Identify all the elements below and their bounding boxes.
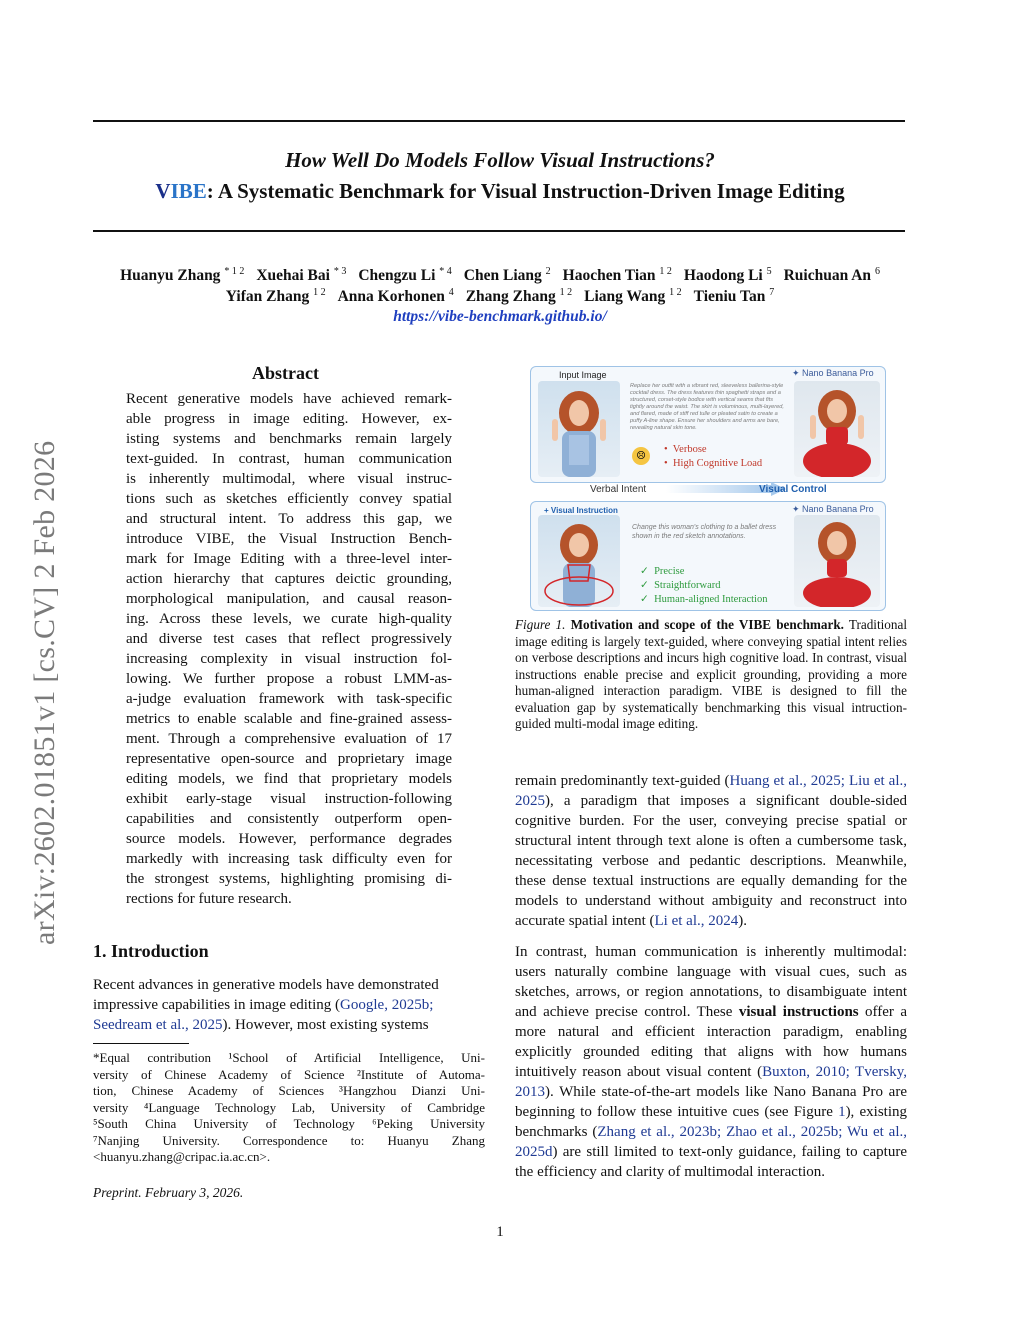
author-name: Chengzu Li [358, 267, 436, 285]
intro-heading: 1. Introduction [93, 941, 209, 961]
cite-buxton-tversky[interactable]: Buxton, 2010; Tversky, 2013 [515, 1064, 907, 1100]
abstract-line: Recent generative models have achieved remark- [126, 391, 452, 407]
verbose-prompt: Replace her outfit with a vibrant red, sleeveless ballerina-style cocktail dress. The dress features thin spaghetti straps and a structured, corset-style bodice with vertical seams that fits tightly around the waist. The skirt is voluminous, multi-layered, and flared, made of stiff red tulle or pleated satin to create a puffy A-line shape. Ensure her shoulders and arms are bare, revealing natural skin tone. [630, 383, 784, 431]
abstract-line: tions such as sketches efficiently convey spatial [126, 491, 452, 507]
output-photo-bottom [794, 515, 880, 607]
footnote-line: ⁵South China University of Technology ⁶Peking University [93, 1116, 485, 1131]
cite-li-2024[interactable]: Li et al., 2024 [654, 913, 739, 929]
bad-points [664, 443, 762, 471]
cite-benchmarks[interactable]: Zhang et al., 2023b; Zhao et al., 2025b; Wu et al., 2025d [515, 1124, 908, 1160]
abstract-line: increasing complexity in visual instruction fol- [126, 651, 452, 667]
model-label-top: ✦ Nano Banana Pro [792, 368, 874, 378]
abstract-line: capabilities and consistently outperform open- [126, 811, 452, 827]
visual-control-label: Visual Control [759, 484, 827, 495]
intro-para [93, 975, 485, 1035]
cite-huang-liu[interactable]: Huang et al., 2025; Liu et al., 2025 [515, 773, 907, 809]
author [256, 267, 346, 284]
abstract-line: isting systems and benchmarks remain largely [126, 431, 452, 447]
author-name: Anna Korhonen [337, 288, 445, 306]
right-para-2: In contrast, human communication is inherently multimodal: users naturally combine language with visual cues, such as sketches, arrows, or region annotations, to disambiguate intent and achieve precise control. These visual instructions offer a more natural and efficient interaction paradigm, enabling explicitly grounded editing that aligns with how humans intuitively reason about visual content (Buxton, 2010; Tversky, 2013). While state-of-the-art models like Nano Banana Pro are beginning to follow these intuitive cues (see Figure 1), existing benchmarks (Zhang et al., 2023b; Zhao et al., 2025b; Wu et al., 2025d) are still limited to text-only guidance, failing to capture the efficiency and clarity of multimodal interaction. [515, 944, 908, 1180]
author-name: Huanyu Zhang [120, 267, 221, 285]
input-photo-top [538, 381, 620, 477]
author-affiliation: 1 2 [659, 266, 672, 277]
good-point-precise: ✓ Precise [640, 566, 685, 577]
author-affiliation: * 4 [439, 266, 452, 277]
abstract-body [126, 389, 452, 909]
abstract-line: metrics to enable scalable and fine-grained assess- [126, 711, 452, 727]
page-number: 1 [496, 1224, 504, 1240]
abstract-line: editing models, we find that proprietary models [126, 771, 452, 787]
author-name: Chen Liang [463, 267, 542, 285]
author-affiliation: 1 2 [559, 287, 573, 298]
intro-line2: impressive capabilities in image editing (Google, 2025b; [93, 997, 434, 1013]
visual-instructions-bold: visual instructions [738, 1004, 859, 1020]
author-name: Ruichuan An [783, 267, 872, 285]
abstract-line: ment. Through a comprehensive evaluation of 17 [126, 731, 452, 747]
intro-line3: Seedream et al., 2025). However, most existing systems [93, 1017, 429, 1033]
vibe-v: V [155, 179, 171, 203]
footnote-line: *Equal contribution ¹School of Artificial Intelligence, Uni- [93, 1050, 485, 1065]
author-affiliation: 5 [766, 266, 772, 277]
abstract-line: source models. However, performance degrades [126, 831, 452, 847]
footnote-line: <huanyu.zhang@cripac.ia.ac.cn>. [93, 1149, 271, 1164]
paper-title-line1: How Well Do Models Follow Visual Instructions? [285, 148, 715, 172]
author-name: Xuehai Bai [256, 267, 330, 285]
abstract-line: able progress in image editing. However, ex- [126, 411, 452, 427]
arxiv-stamp: arXiv:2602.01851v1 [cs.CV] 2 Feb 2026 [28, 440, 61, 945]
footnote-line: ⁷Nanjing University. Correspondence to: Huanyu Zhang [93, 1132, 485, 1148]
project-link-row [0, 308, 1000, 326]
author [338, 288, 454, 305]
abstract-line: mark for Image Editing with a three-level inter- [126, 551, 452, 567]
abstract-line: markedly with increasing task difficulty even for [126, 851, 452, 867]
project-url-link[interactable]: https://vibe-benchmark.github.io/ [393, 308, 607, 325]
cite-google[interactable]: Google, 2025b; [340, 997, 434, 1013]
author [563, 267, 672, 284]
abstract-line: and structural intent. To address this gap, we [126, 511, 452, 527]
authors-row2 [0, 287, 1000, 306]
good-points [640, 565, 767, 607]
author-affiliation: 1 2 [669, 287, 682, 298]
abstract-line: and diverse test cases that reflect progressively [126, 631, 452, 647]
footnote-line: versity of Chinese Academy of Science ²Institute of Automa- [93, 1066, 485, 1082]
caption-bold: Motivation and scope of the VIBE benchmark. [570, 617, 844, 632]
good-point-human-aligned: ✓ Human-aligned Interaction [640, 594, 768, 605]
paper-title-line2 [0, 179, 1000, 204]
author-name: Yifan Zhang [225, 288, 310, 306]
abstract-line: representative open-source and proprietary image [126, 751, 452, 767]
author-name: Tieniu Tan [693, 288, 766, 306]
verbal-intent-label: Verbal Intent [590, 484, 647, 495]
abstract-line: a-judge evaluation framework with task-specific [126, 691, 452, 707]
caption-label: Figure 1. [515, 617, 566, 632]
input-image-label: Input Image [559, 370, 607, 380]
author-affiliation: 1 2 [313, 287, 326, 298]
intro-line1: Recent advances in generative models have demonstrated [93, 977, 439, 993]
figure-1-ref[interactable]: 1 [838, 1104, 846, 1120]
instruction-photo [538, 515, 620, 607]
abstract-line: ing. Across these levels, we curate high-quality [126, 611, 452, 627]
abstract-line: the strongest systems, highlighting promising di- [126, 871, 452, 887]
footnote [93, 1050, 485, 1166]
good-point-straightforward: ✓ Straightforward [640, 580, 721, 591]
author-name: Haochen Tian [562, 267, 656, 285]
bad-point-verbose: • Verbose [664, 444, 707, 455]
right-para-1: remain predominantly text-guided (Huang et al., 2025; Liu et al., 2025), a paradigm that imposes a significant double-sided cognitive burden. For the user, conveying precise spatial or structural intent through text alone is often a cumbersome task, necessitating verbose and pedantic descriptions. Meanwhile, these dense textual instructions are equally demanding for the models to understand without ambiguity and reconstruct into accurate spatial intent (Li et al., 2024). [515, 773, 907, 929]
vibe-ibe: IBE [170, 179, 207, 203]
output-photo-top [794, 381, 880, 477]
abstract-line: introduce VIBE, the Visual Instruction Bench- [126, 531, 452, 547]
author-name: Haodong Li [683, 267, 763, 285]
visual-instruction-label: + Visual Instruction [544, 506, 618, 515]
footnote-rule [93, 1043, 189, 1044]
cite-seedream[interactable]: Seedream et al., 2025 [93, 1017, 223, 1033]
figure-1 [530, 363, 888, 611]
author-affiliation: * 1 2 [224, 266, 245, 277]
visual-prompt: Change this woman's clothing to a ballet dress shown in the red sketch annotations. [632, 524, 777, 540]
author [784, 267, 880, 284]
abstract-line: text-guided. In contrast, human communication [126, 451, 452, 467]
author [694, 288, 775, 305]
author [684, 267, 772, 284]
abstract-heading: Abstract [252, 363, 319, 383]
abstract-line: exhibit early-stage visual instruction-following [126, 791, 452, 807]
author [466, 288, 572, 305]
author-affiliation: 4 [448, 287, 454, 298]
authors-row1 [0, 266, 1000, 285]
abstract-line: action hierarchy that captures deictic grounding, [126, 571, 452, 587]
footnote-line: tion, Chinese Academy of Sciences ³Hangzhou Dianzi Uni- [93, 1083, 485, 1098]
author [120, 267, 244, 284]
author-affiliation: * 3 [333, 266, 347, 277]
caption-text: Traditional image editing is largely text-guided, where conveying spatial intent relies on verbose descriptions and incurs high cognitive load. In contrast, visual instructions enable precise and explicit grounding, providing a more human-aligned interaction paradigm. VIBE is designed to fill the evaluation gap by systematically benchmarking this visual intruction-guided multi-modal image editing. [515, 617, 907, 731]
author-affiliation: 6 [874, 266, 880, 277]
top-rule [93, 120, 905, 122]
author [226, 288, 326, 305]
figure-caption [515, 617, 907, 733]
bottom-rule [93, 230, 905, 232]
author-name: Zhang Zhang [465, 288, 556, 306]
model-label-bottom: ✦ Nano Banana Pro [792, 504, 874, 514]
abstract-line: is inherently multimodal, where visual instruc- [126, 471, 452, 487]
abstract-line: morphological manipulation, and causal reason- [126, 591, 452, 607]
author [464, 267, 551, 284]
footnote-line: versity ⁴Language Technology Lab, University of Cambridge [93, 1099, 485, 1115]
preprint-note: Preprint. February 3, 2026. [93, 1185, 244, 1200]
bad-point-load: • High Cognitive Load [664, 458, 763, 469]
author [584, 288, 682, 305]
author-affiliation: 7 [769, 287, 775, 298]
title-rest: : A Systematic Benchmark for Visual Instruction-Driven Image Editing [206, 179, 845, 203]
abstract-line: rections for future research. [126, 891, 292, 907]
author [358, 267, 451, 284]
abstract-line: lowing. We further propose a robust LMM-as- [126, 671, 452, 687]
thinking-emoji-icon: ☹ [632, 447, 650, 465]
author-name: Liang Wang [584, 288, 666, 306]
author-affiliation: 2 [545, 266, 551, 277]
